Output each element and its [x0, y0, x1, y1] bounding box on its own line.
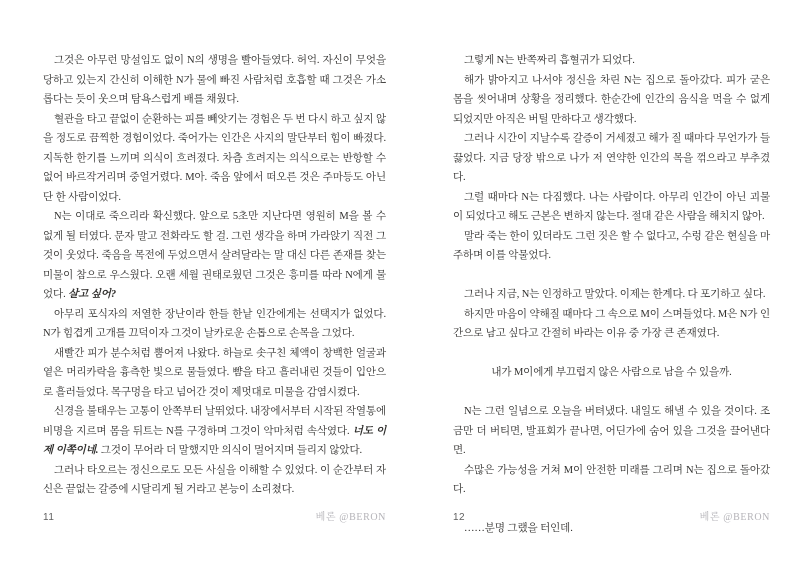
paragraph-text: 그것이 무어라 더 말했지만 의식이 멀어지며 들리지 않았다.	[98, 445, 363, 456]
paragraph-text: ……분명 그랬을 터인데.	[464, 523, 573, 534]
emphasis-italic-text: 살고 싶어?	[68, 289, 116, 300]
emphasis-italic-text: 너도 이제 이쪽이네.	[43, 425, 386, 456]
paragraph-text: 말라 죽는 한이 있더라도 그런 짓은 할 수 없다고, 수렁 같은 현실을 마주하며 이를 악물었다.	[453, 230, 770, 261]
paragraph	[43, 305, 386, 344]
paragraph	[453, 51, 770, 71]
paragraph-text: 그것은 아무런 망설임도 없이 N의 생명을 빨아들였다. 허억. 자신이 무엇을 당하고 있는지 간신히 이해한 N가 물에 빠진 사람처럼 호흡할 때 그것은 가소롭다는 듯이 웃으며 탐욕스럽게 배를 채웠다.	[43, 55, 386, 105]
paragraph-text: 그렇게 N는 반쪽짜리 흡혈귀가 되었다.	[464, 55, 635, 66]
paragraph	[43, 110, 386, 208]
page-left	[43, 0, 386, 566]
paragraph-text: N는 이대로 죽으리라 확신했다. 앞으로 5초만 지난다면 영원히 M을 볼 수 없게 될 터였다. 문자 말고 전화라도 할 걸. 그런 생각을 하며 가라앉기 직전 그것이 웃었다. 죽음을 목전에 두었으면서 살려달라는 말 대신 다른 존재를 찾는 미물이 참으로 우스웠다. 오랜 세월 권태로웠던 그것은 흥미를 따라 N에게 물었다.	[43, 211, 386, 300]
paragraph-text: 그러나 타오르는 정신으로도 모든 사실을 이해할 수 있었다. 이 순간부터 자신은 끝없는 갈증에 시달리게 될 거라고 본능이 소리쳤다.	[43, 464, 386, 495]
paragraph	[453, 71, 770, 130]
paragraph	[453, 285, 770, 305]
page-body	[453, 51, 770, 539]
paragraph-text: 신경을 불태우는 고통이 안쪽부터 날뛰었다. 내장에서부터 시작된 작열통에 비명을 지르며 몸을 뒤트는 N를 구경하며 그것이 악마처럼 속삭였다.	[43, 406, 386, 437]
paragraph-text: 아무리 포식자의 저열한 장난이라 한들 한낱 인간에게는 선택지가 없었다. N가 힘겹게 고개를 끄덕이자 그것이 날카로운 손톱으로 손목을 그었다.	[43, 308, 386, 339]
paragraph	[43, 461, 386, 500]
page-right	[453, 0, 770, 566]
paragraph	[453, 129, 770, 188]
author-watermark: 베론 @BERON	[699, 512, 770, 523]
paragraph	[453, 461, 770, 500]
paragraph-text: 수많은 가능성을 거쳐 M이 안전한 미래를 그리며 N는 집으로 돌아갔다.	[453, 464, 770, 495]
paragraph	[453, 227, 770, 266]
paragraph	[453, 305, 770, 344]
paragraph	[43, 207, 386, 305]
paragraph-text: N는 그런 일념으로 오늘을 버텨냈다. 내일도 해낼 수 있을 것이다. 조금만 더 버티면, 발표회가 끝나면, 어딘가에 숨어 있을 그것을 끌어낸다면.	[453, 406, 770, 456]
page-number: 11	[43, 512, 55, 523]
page-footer	[453, 508, 770, 523]
paragraph-text: 내가 M이에게 부끄럽지 않은 사람으로 남을 수 있을까.	[491, 367, 732, 378]
paragraph	[43, 51, 386, 110]
page-footer	[43, 508, 386, 523]
paragraph-text: 하지만 마음이 약해질 때마다 그 속으로 M이 스며들었다. M은 N가 인간으로 남고 싶다고 간절히 바라는 이유 중 가장 큰 존재였다.	[453, 308, 770, 339]
paragraph	[43, 344, 386, 403]
paragraph	[453, 402, 770, 461]
paragraph-text: 그러나 시간이 지날수록 갈증이 거세졌고 해가 질 때마다 무언가가 들끓었다. 지금 당장 밖으로 나가 저 연약한 인간의 목을 꺾으라고 부추겼다.	[453, 133, 770, 183]
page-number: 12	[453, 512, 466, 523]
paragraph-text: 그러나 지금, N는 인정하고 말았다. 이제는 한계다. 다 포기하고 싶다.	[464, 289, 766, 300]
paragraph-text: 혈관을 타고 끝없이 순환하는 피를 빼앗기는 경험은 두 번 다시 하고 싶지 않을 정도로 끔찍한 경험이었다. 죽어가는 인간은 사지의 말단부터 힘이 빠졌다. 지독한 한기를 느끼며 의식이 흐려졌다. 차츰 흐려지는 의식으로는 반항할 수 없어 바르작거리며 중얼거렸다. M아. 죽음 앞에서 떠오른 것은 주마등도 아닌 단 한 사람이었다.	[43, 113, 386, 203]
paragraph-text: 새빨간 피가 분수처럼 뿜어져 나왔다. 하늘로 솟구친 체액이 창백한 얼굴과 옅은 머리카락을 흉측한 빛으로 물들였다. 뺨을 타고 흘러내린 것들이 입안으로 흘러들었다. 목구멍을 타고 넘어간 것이 제멋대로 미물을 감염시켰다.	[43, 347, 386, 398]
paragraph	[43, 402, 386, 461]
paragraph	[453, 363, 770, 383]
paragraph-text: 그럴 때마다 N는 다짐했다. 나는 사람이다. 아무리 인간이 아닌 괴물이 되었다고 해도 근본은 변하지 않는다. 절대 같은 사람을 해치지 않아.	[453, 191, 770, 222]
page-body	[43, 51, 386, 500]
paragraph-text: 해가 밝아지고 나서야 정신을 차린 N는 집으로 돌아갔다. 피가 굳은 몸을 씻어내며 상황을 정리했다. 한순간에 인간의 음식을 먹을 수 없게 되었지만 아직은 버틸 만하다고 생각했다.	[453, 74, 770, 125]
paragraph	[453, 188, 770, 227]
author-watermark: 베론 @BERON	[315, 512, 386, 523]
